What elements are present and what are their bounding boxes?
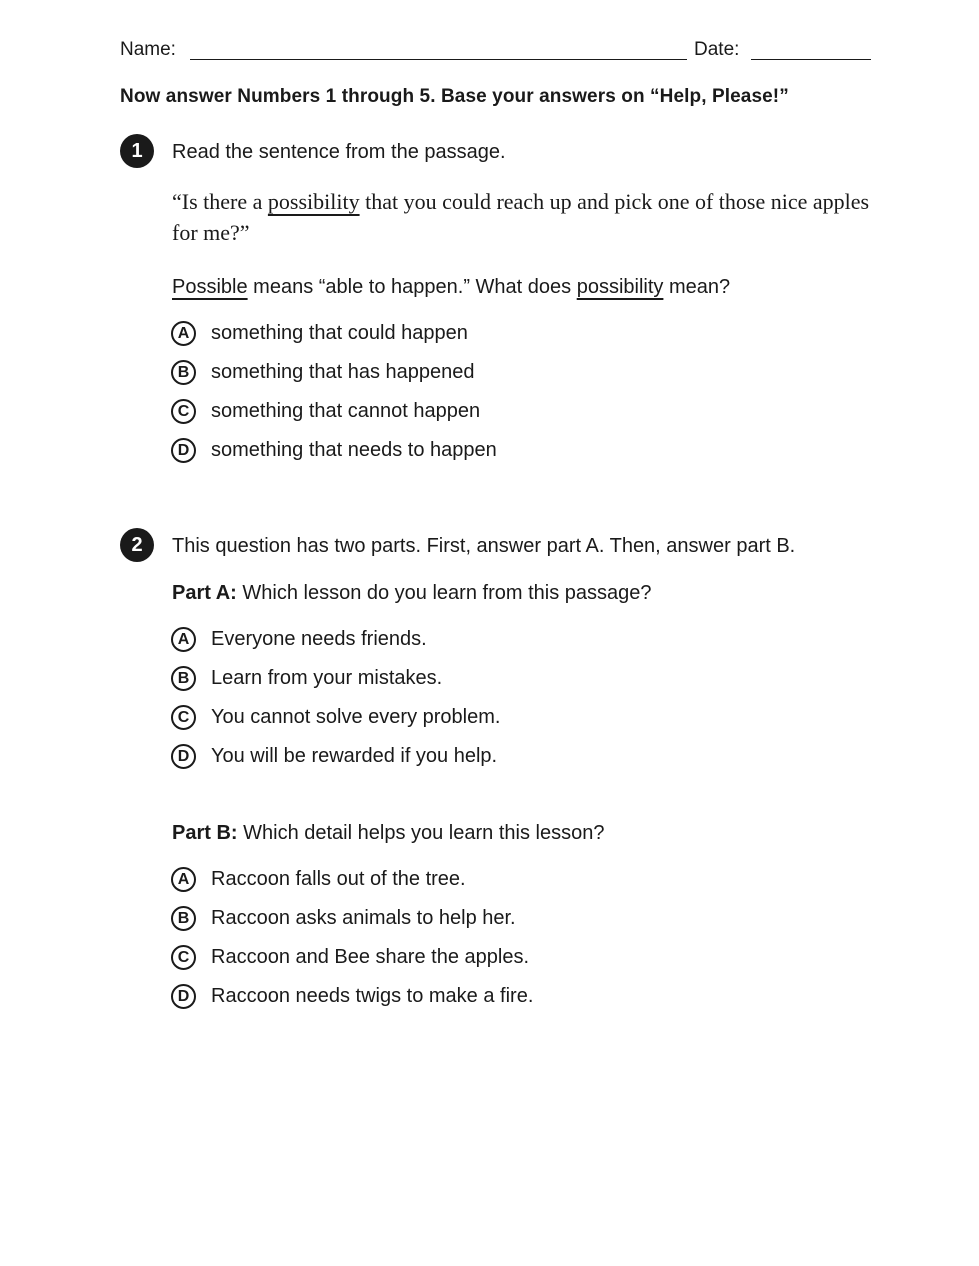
choice-a-bubble[interactable]: A <box>171 867 196 892</box>
part-a-question-text: Which lesson do you learn from this passage? <box>236 582 652 604</box>
part-a-choice-c[interactable] <box>171 702 500 732</box>
choice-text: something that could happen <box>211 322 468 344</box>
part-a-label: Part A: <box>172 582 237 604</box>
choice-d-bubble[interactable]: D <box>171 984 196 1009</box>
part-a-choice-a[interactable] <box>171 624 427 654</box>
choice-b-bubble[interactable]: B <box>171 906 196 931</box>
choice-c-bubble[interactable]: C <box>171 705 196 730</box>
question-2-number-badge: 2 <box>120 528 154 562</box>
stem-middle-text: means “able to happen.” What does <box>247 276 577 298</box>
choice-d-bubble[interactable]: D <box>171 438 196 463</box>
choice-c-bubble[interactable]: C <box>171 945 196 970</box>
part-b-choice-b[interactable] <box>171 903 516 933</box>
question-1-prompt: Read the sentence from the passage. <box>172 141 506 163</box>
q1-choice-c[interactable] <box>171 396 480 426</box>
date-field[interactable] <box>751 59 871 60</box>
part-b-question <box>172 821 604 845</box>
passage-quote <box>172 186 882 248</box>
choice-text: something that needs to happen <box>211 439 497 461</box>
choice-a-bubble[interactable]: A <box>171 627 196 652</box>
choice-text: You cannot solve every problem. <box>211 706 501 728</box>
choice-text: something that has happened <box>211 361 475 383</box>
choice-d-bubble[interactable]: D <box>171 744 196 769</box>
choice-b-bubble[interactable]: B <box>171 360 196 385</box>
question-1-stem <box>172 275 730 299</box>
quote-underlined-word: possibility <box>267 189 360 214</box>
part-a-question <box>172 581 652 605</box>
choice-text: Raccoon needs twigs to make a fire. <box>211 985 534 1007</box>
choice-text: Everyone needs friends. <box>211 628 427 650</box>
stem-end-text: mean? <box>663 276 731 298</box>
choice-text: something that cannot happen <box>211 400 481 422</box>
quote-text-before: “Is there a <box>172 189 268 214</box>
choice-c-bubble[interactable]: C <box>171 399 196 424</box>
choice-text: You will be rewarded if you help. <box>211 745 498 767</box>
date-label: Date: <box>694 39 740 60</box>
quote-text-after: that you could reach up and pick one of those nice apples for me?” <box>172 189 870 245</box>
q1-choice-d[interactable] <box>171 435 497 465</box>
name-field[interactable] <box>190 59 687 60</box>
choice-a-bubble[interactable]: A <box>171 321 196 346</box>
question-2-prompt: This question has two parts. First, answer part A. Then, answer part B. <box>172 535 796 557</box>
choice-text: Raccoon falls out of the tree. <box>211 868 466 890</box>
stem-word-possible: Possible <box>172 276 248 298</box>
choice-text: Raccoon and Bee share the apples. <box>211 946 529 968</box>
choice-b-bubble[interactable]: B <box>171 666 196 691</box>
question-1-number-badge: 1 <box>120 134 154 168</box>
part-b-choice-d[interactable] <box>171 981 533 1011</box>
choice-text: Raccoon asks animals to help her. <box>211 907 516 929</box>
name-label: Name: <box>120 39 176 60</box>
part-b-choice-c[interactable] <box>171 942 529 972</box>
part-b-question-text: Which detail helps you learn this lesson? <box>237 822 605 844</box>
instructions: Now answer Numbers 1 through 5. Base your answers on “Help, Please!” <box>120 86 789 107</box>
part-a-choice-b[interactable] <box>171 663 442 693</box>
q1-choice-a[interactable] <box>171 318 468 348</box>
part-b-label: Part B: <box>172 822 238 844</box>
stem-word-possibility: possibility <box>576 276 664 298</box>
choice-text: Learn from your mistakes. <box>211 667 443 689</box>
part-a-choice-d[interactable] <box>171 741 497 771</box>
part-b-choice-a[interactable] <box>171 864 466 894</box>
q1-choice-b[interactable] <box>171 357 475 387</box>
